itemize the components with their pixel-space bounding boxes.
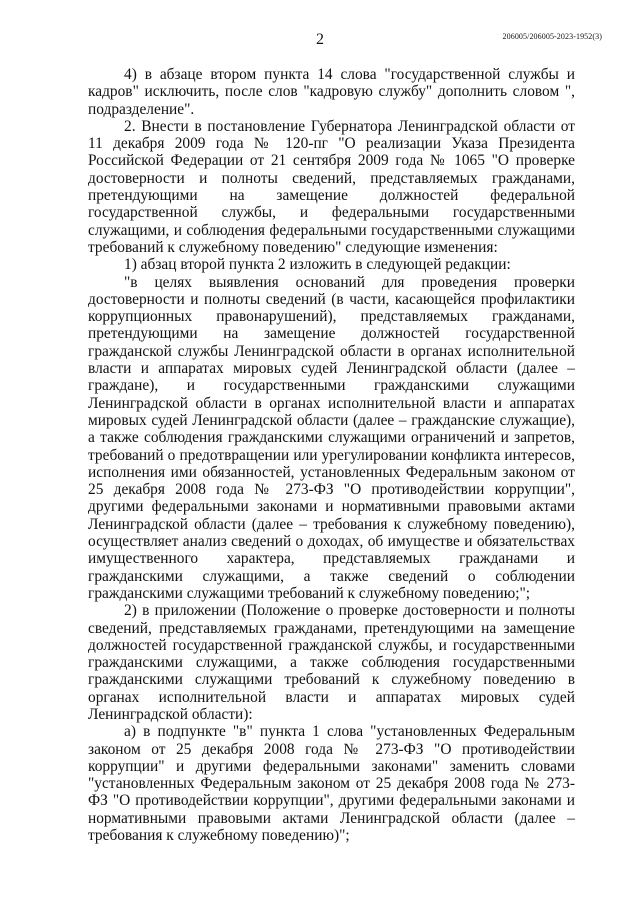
paragraph-section-2: 2. Внести в постановление Губернатора Ленинградской области от 11 декабря 2009 года № 120-пг "О реализации Указа Президента Российской Федерации от 21 сентября 2009 года № 1065 "О проверке достоверности и полноты сведений, представляемых гражданами, претендующими на замещение должностей федеральной государственной службы, и федеральными государственными служащими, и соблюдения федеральными государственными служащими требований к служебному поведению" следующие изменения: (88, 117, 575, 256)
page-number: 2 (316, 31, 324, 48)
paragraph-subitem-a: а) в подпункте "в" пункта 1 слова "установленных Федеральным законом от 25 декабря 2008 года № 273-ФЗ "О противодействии коррупции" и другими федеральными законами" заменить словами "установленных Федеральным законом от 25 декабря 2008 года № 273-ФЗ "О противодействии коррупции", другими федеральными законами и нормативными правовыми актами Ленинградской области (далее – требования к служебному поведению)"; (88, 723, 575, 845)
paragraph-subitem-1: 1) абзац второй пункта 2 изложить в следующей редакции: (124, 256, 511, 274)
document-id: 206005/206005-2023-1952(3) (502, 32, 602, 41)
paragraph-item-4: 4) в абзаце втором пункта 14 слова "государственной службы и кадров" исключить, после слов "кадровую службу" дополнить словом ", подразделение". (88, 66, 575, 118)
paragraph-new-wording: "в целях выявления оснований для проведения проверки достоверности и полноты сведений (в части, касающейся профилактики коррупционных правонарушений), представляемых гражданами, претендующими на замещение должностей государственной гражданской службы Ленинградской области в органах исполнительной власти и аппаратах мировых судей Ленинградской области (далее – граждане), и государственными гражданскими служащими Ленинградской области в органах исполнительной власти и аппаратах мировых судей Ленинградской области (далее – гражданские служащие), а также соблюдения гражданскими служащими ограничений и запретов, требований о предотвращении или урегулировании конфликта интересов, исполнения ими обязанностей, установленных Федеральным законом от 25 декабря 2008 года № 273-ФЗ "О противодействии коррупции", другими федеральными законами и нормативными правовыми актами Ленинградской области (далее – требования к служебному поведению), осуществляет анализ сведений о доходах, об имуществе и обязательствах имущественного характера, представляемых гражданами и гражданскими служащими, а также сведений о соблюдении гражданскими служащими требований к служебному поведению;"; (88, 273, 575, 602)
paragraph-subitem-2: 2) в приложении (Положение о проверке достоверности и полноты сведений, представляемых гражданами, претендующими на замещение должностей государственной гражданской службы, и государственными гражданскими служащими, а также соблюдения государственными гражданскими служащими требований к служебному поведению в органах исполнительной власти и аппаратах мировых судей Ленинградской области): (88, 602, 575, 723)
document-body (88, 66, 575, 844)
